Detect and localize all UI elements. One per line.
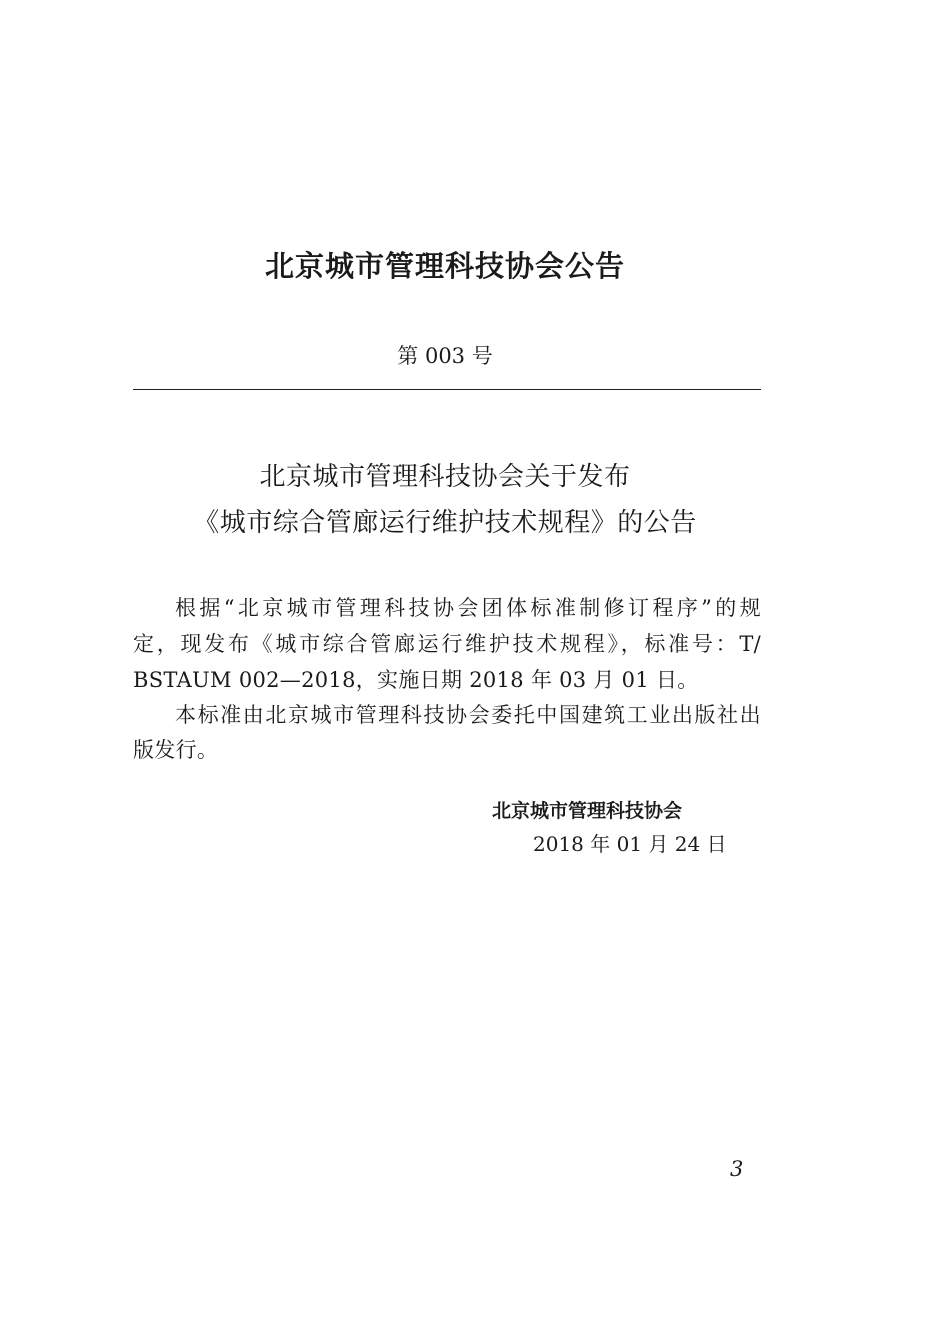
header-divider [133,389,761,390]
subject-line-2: 《城市综合管廊运行维护技术规程》的公告 [193,508,697,538]
body-paragraph-2-line-2: 版发行。 [133,738,219,762]
announcement-heading: 北京城市管理科技协会公告 [264,249,625,283]
body-paragraph-1-line-1: 根据“北京城市管理科技协会团体标准制修订程序”的规 [175,596,761,620]
announcement-number: 第 003 号 [397,344,493,368]
body-paragraph-1-line-2: 定，现发布《城市综合管廊运行维护技术规程》，标准号：T/ [133,632,761,656]
body-paragraph-2-line-1: 本标准由北京城市管理科技协会委托中国建筑工业出版社出 [175,703,761,727]
body-paragraph-1-line-3: BSTAUM 002—2018，实施日期 2018 年 03 月 01 日。 [133,668,699,692]
signature-date: 2018 年 01 月 24 日 [533,832,727,856]
signature-organization: 北京城市管理科技协会 [492,800,683,822]
subject-line-1: 北京城市管理科技协会关于发布 [259,462,631,492]
page-number: 3 [730,1157,744,1181]
